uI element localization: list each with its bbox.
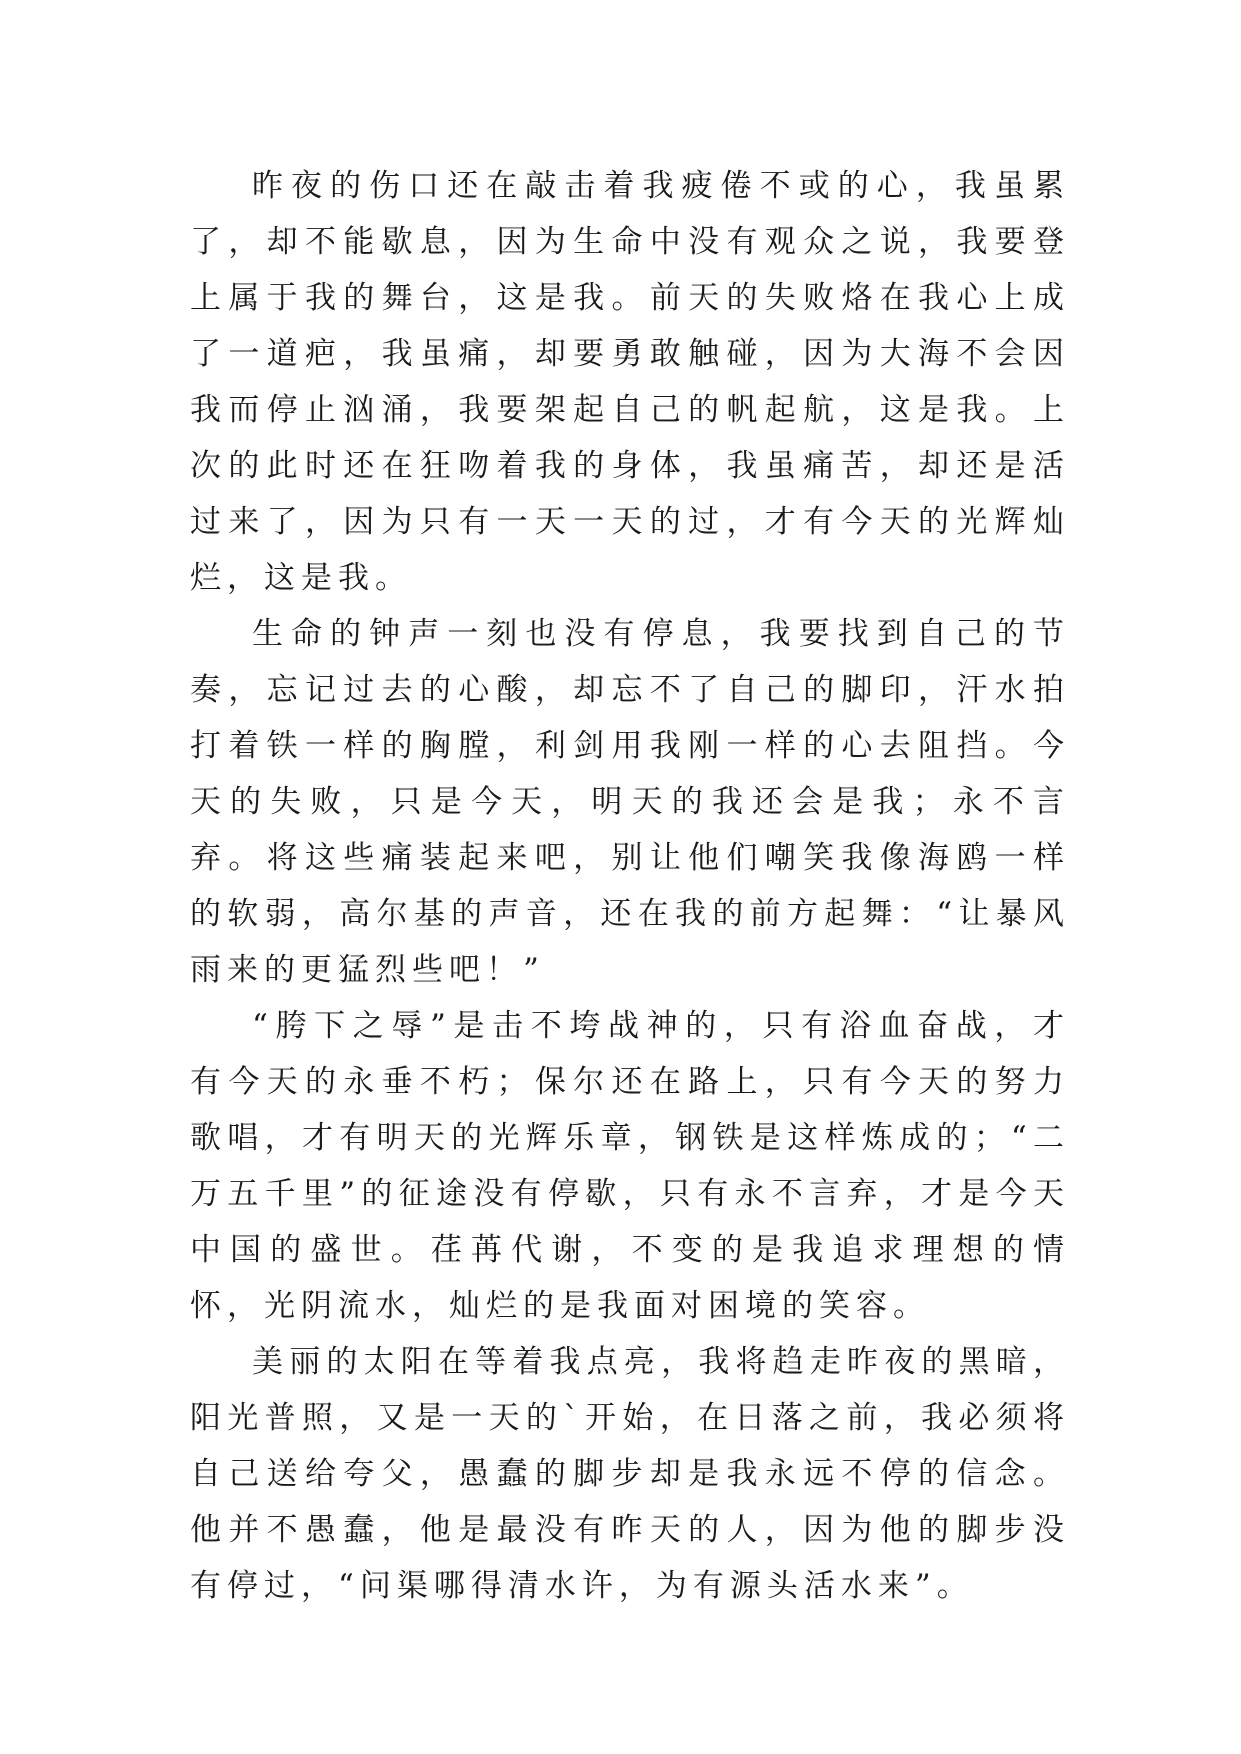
paragraph-1: 昨夜的伤口还在敲击着我疲倦不或的心，我虽累了，却不能歇息，因为生命中没有观众之说，我要登上属于我的舞台，这是我。前天的失败烙在我心上成了一道疤，我虽痛，却要勇敢触碰，因为大海不会因我而停止汹涌，我要架起自己的帆起航，这是我。上次的此时还在狂吻着我的身体，我虽痛苦，却还是活过来了，因为只有一天一天的过，才有今天的光辉灿烂，这是我。 [190,168,1070,596]
paragraph-3: “胯下之辱”是击不垮战神的，只有浴血奋战，才有今天的永垂不朽；保尔还在路上，只有今天的努力歌唱，才有明天的光辉乐章，钢铁是这样炼成的；“二万五千里”的征途没有停歇，只有永不言弃，才是今天中国的盛世。荏苒代谢，不变的是我追求理想的情怀，光阴流水，灿烂的是我面对困境的笑容。 [190,1008,1070,1324]
paragraph-4: 美丽的太阳在等着我点亮，我将趋走昨夜的黑暗，阳光普照，又是一天的`开始，在日落之前，我必须将自己送给夸父，愚蠢的脚步却是我永远不停的信念。他并不愚蠢，他是最没有昨天的人，因为他的脚步没有停过，“问渠哪得清水许，为有源头活水来”。 [190,1344,1070,1604]
document-body [190,158,1070,1614]
paragraph-2: 生命的钟声一刻也没有停息，我要找到自己的节奏，忘记过去的心酸，却忘不了自己的脚印，汗水拍打着铁一样的胸膛，利剑用我刚一样的心去阻挡。今天的失败，只是今天，明天的我还会是我；永不言弃。将这些痛装起来吧，别让他们嘲笑我像海鸥一样的软弱，高尔基的声音，还在我的前方起舞：“让暴风雨来的更猛烈些吧！” [190,616,1070,988]
